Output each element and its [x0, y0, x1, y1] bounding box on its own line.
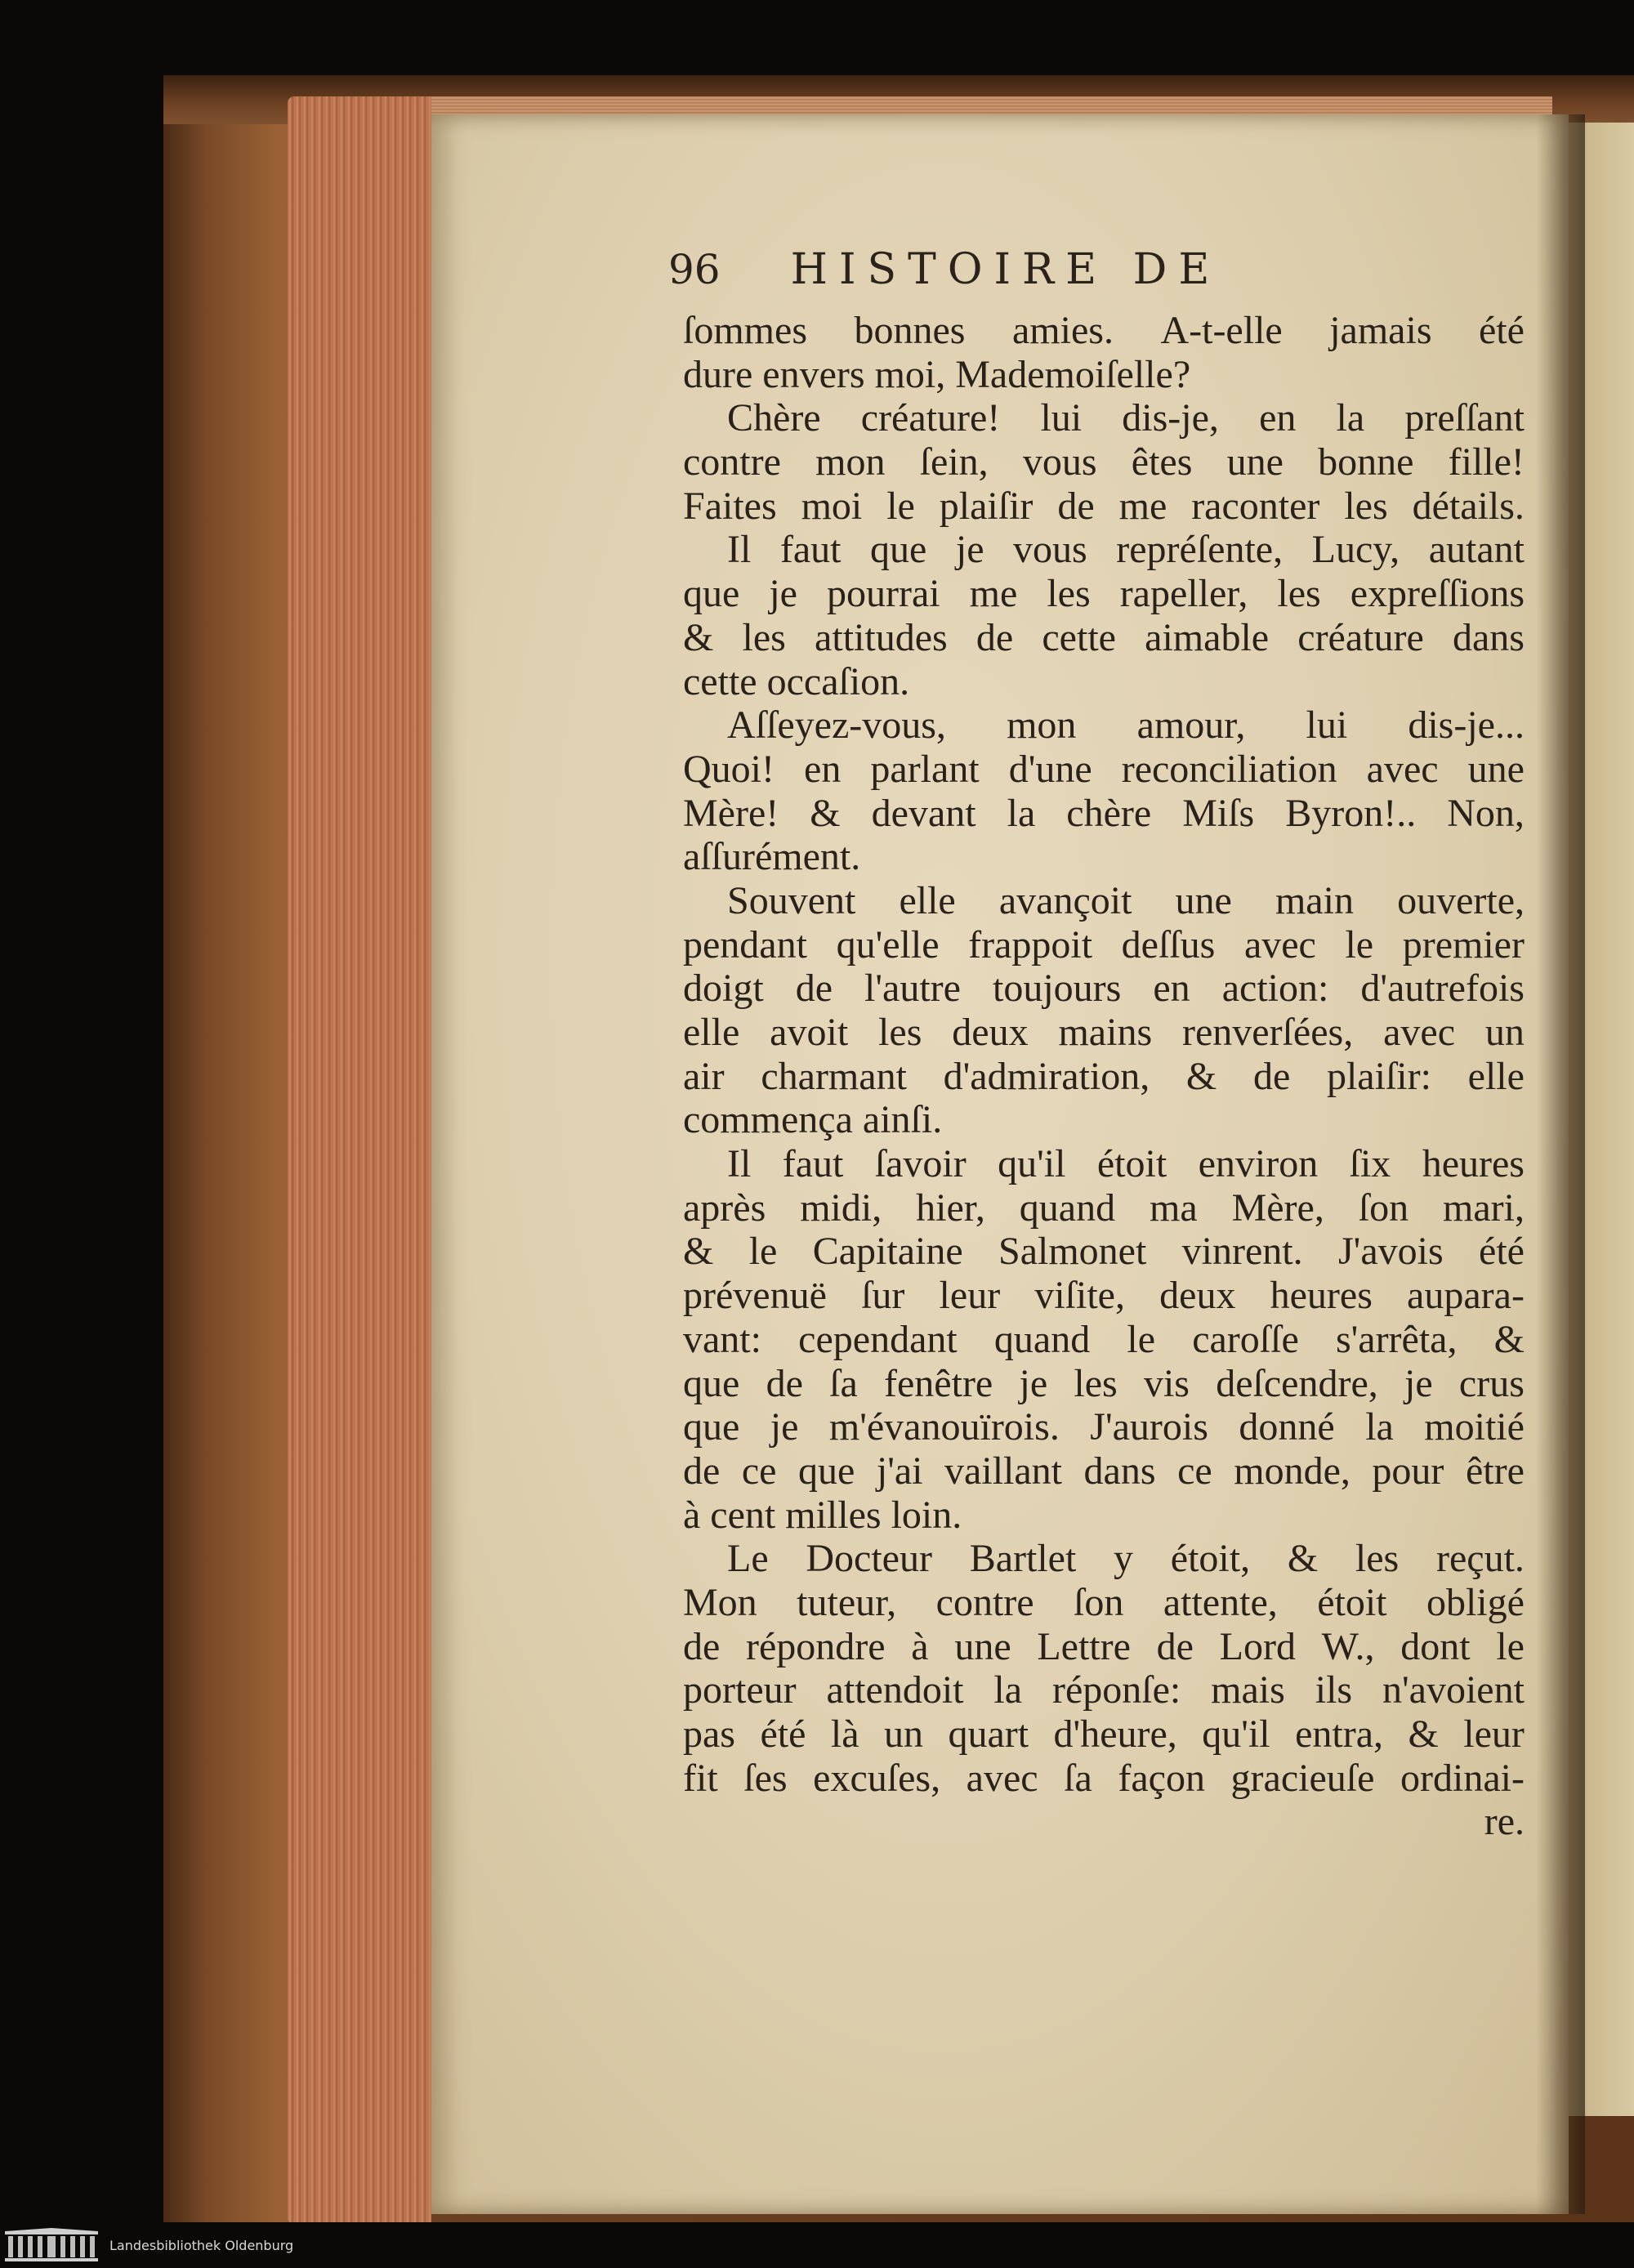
word: repréſente,: [1116, 528, 1284, 572]
word: me: [969, 572, 1018, 616]
word: une: [1467, 747, 1525, 791]
word: J'aurois: [1090, 1405, 1208, 1449]
word: que: [870, 528, 927, 572]
word: l'autre: [864, 967, 961, 1011]
text-line: dure envers moi, Mademoiſelle?: [683, 352, 1191, 396]
word: parlant: [870, 747, 980, 791]
word: quart: [948, 1712, 1029, 1756]
text-line: [683, 748, 1525, 792]
word: avec: [966, 1756, 1038, 1800]
page-number: 96: [668, 246, 721, 293]
word: les: [742, 615, 786, 659]
word: d'une: [1008, 747, 1092, 791]
word: doigt: [683, 967, 764, 1011]
word: être: [1465, 1449, 1525, 1493]
word: lui: [1306, 703, 1348, 748]
word: attitudes: [815, 615, 948, 659]
word: fenêtre: [884, 1361, 993, 1405]
word: reconciliation: [1121, 747, 1337, 791]
text-line: [683, 1142, 1525, 1186]
word: Non,: [1447, 791, 1525, 835]
word: la: [993, 1668, 1023, 1712]
word: moitié: [1424, 1405, 1525, 1449]
word: gracieuſe: [1230, 1756, 1375, 1800]
word: quand: [1019, 1185, 1116, 1230]
word: dont: [1400, 1624, 1471, 1668]
word: W.,: [1321, 1624, 1375, 1668]
word: détails.: [1412, 484, 1525, 528]
word: tuteur,: [797, 1580, 897, 1624]
word: les: [878, 1011, 922, 1054]
text-line: [683, 1405, 1525, 1449]
word: m'évanouïrois.: [828, 1405, 1060, 1449]
word: A-t-elle: [1160, 309, 1283, 352]
word: dans: [1452, 615, 1525, 659]
word: amies.: [1011, 309, 1114, 352]
word: midi,: [800, 1185, 882, 1230]
word: avec: [1366, 747, 1439, 791]
word: étoit,: [1170, 1537, 1251, 1581]
word: heures: [1422, 1142, 1525, 1186]
word: été: [1479, 309, 1525, 352]
word: lui: [1040, 396, 1083, 440]
word: plaiſir: [939, 484, 1034, 528]
word: avec: [1243, 922, 1316, 967]
word: vous: [1022, 440, 1097, 484]
word: le: [1496, 1624, 1525, 1668]
word: la: [1365, 1405, 1394, 1449]
word: ouverte,: [1397, 878, 1525, 922]
library-building-icon: [3, 2228, 100, 2262]
word: crus: [1458, 1361, 1525, 1405]
word: ſon: [1074, 1580, 1124, 1624]
word: en: [804, 747, 842, 791]
word: toujours: [993, 967, 1122, 1011]
text-line: [683, 440, 1525, 484]
text-line: [683, 923, 1525, 967]
text-line: [683, 528, 1525, 572]
library-name: Landesbibliothek Oldenburg: [109, 2237, 294, 2253]
word: attente,: [1163, 1580, 1278, 1624]
word: dis-je...: [1408, 703, 1525, 748]
word: mari,: [1443, 1185, 1525, 1230]
word: de: [683, 1624, 721, 1668]
word: créature: [1297, 615, 1424, 659]
word: de: [1156, 1624, 1194, 1668]
word: je: [1019, 1361, 1048, 1405]
word: d'heure,: [1053, 1712, 1177, 1756]
word: de: [1057, 484, 1095, 528]
word: avançoit: [998, 878, 1132, 922]
word: prévenuë: [683, 1274, 827, 1318]
word: expreſſions: [1350, 572, 1525, 616]
word: premier: [1402, 922, 1525, 967]
word: J'avois: [1338, 1230, 1444, 1274]
word: amour,: [1136, 703, 1246, 748]
word: la: [1007, 791, 1036, 835]
word: une: [954, 1624, 1011, 1668]
word: Capitaine: [812, 1230, 963, 1274]
word: Salmonet: [998, 1230, 1147, 1274]
word: un: [883, 1712, 923, 1756]
word: leur: [1463, 1712, 1525, 1756]
word: autant: [1428, 528, 1525, 572]
text-line: [683, 1230, 1525, 1274]
word: de: [795, 967, 833, 1011]
word: aimable: [1145, 615, 1270, 659]
word: à: [911, 1624, 929, 1668]
word: dis-je,: [1122, 396, 1219, 440]
word: été: [760, 1712, 806, 1756]
word: plaiſir:: [1326, 1054, 1431, 1098]
text-line: [683, 1274, 1525, 1318]
word: bonnes: [854, 309, 966, 352]
word: en: [1259, 396, 1297, 440]
word: je: [769, 572, 797, 616]
text-line: [683, 309, 1525, 353]
word: dans: [1083, 1449, 1156, 1493]
word: d'admiration,: [943, 1054, 1150, 1098]
word: attendoit: [826, 1668, 964, 1712]
text-line: [683, 1362, 1525, 1406]
word: air: [683, 1054, 725, 1098]
word: ma: [1150, 1185, 1198, 1230]
word: charmant: [761, 1054, 907, 1098]
word: ſommes: [683, 309, 807, 352]
text-line: aſſurément.: [683, 835, 861, 879]
word: pour: [1372, 1449, 1444, 1493]
word: elle: [899, 878, 956, 922]
word: chère: [1066, 791, 1152, 835]
word: en: [1153, 967, 1190, 1011]
word: Lettre: [1037, 1624, 1131, 1668]
word: ſa: [829, 1361, 858, 1405]
text-line: [683, 572, 1525, 616]
word: fille!: [1448, 440, 1525, 484]
word: ſavoir: [874, 1142, 967, 1186]
word: le: [1127, 1317, 1156, 1361]
word: étoit: [1317, 1580, 1387, 1624]
text-line: [683, 1449, 1525, 1493]
word: ſa: [1064, 1756, 1092, 1800]
word: une: [1175, 878, 1232, 922]
text-line: [683, 396, 1525, 440]
word: réponſe:: [1051, 1668, 1181, 1712]
word: Lord: [1219, 1624, 1296, 1668]
word: après: [683, 1185, 766, 1230]
word: aupara-: [1407, 1274, 1525, 1318]
text-line: commença ainſi.: [683, 1098, 943, 1142]
page-edges: [288, 96, 431, 2224]
text-line: [683, 879, 1525, 923]
word: vis: [1143, 1361, 1190, 1405]
word: ils: [1315, 1668, 1353, 1712]
word: &: [810, 791, 841, 835]
word: je: [770, 1405, 799, 1449]
word: cette: [1042, 615, 1116, 659]
word: deux: [1159, 1274, 1236, 1318]
word: je: [1404, 1361, 1433, 1405]
word: été: [1479, 1230, 1525, 1274]
word: ordinai-: [1400, 1756, 1525, 1800]
word: frappoit: [968, 922, 1093, 967]
word: raconter: [1191, 484, 1320, 528]
word: deſſus: [1121, 922, 1216, 967]
word: Il: [727, 1142, 752, 1186]
word: Miſs: [1182, 791, 1255, 835]
word: que: [798, 1449, 855, 1493]
word: obligé: [1426, 1580, 1525, 1624]
word: bonne: [1318, 440, 1414, 484]
word: faut: [779, 528, 842, 572]
word: façon: [1118, 1756, 1205, 1800]
word: créature!: [860, 396, 1001, 440]
word: mains: [1058, 1011, 1153, 1054]
word: j'ai: [876, 1449, 923, 1493]
word: devant: [871, 791, 976, 835]
word: elle: [1467, 1054, 1525, 1098]
word: vant:: [683, 1317, 761, 1361]
word: pas: [683, 1712, 735, 1756]
word: deux: [952, 1011, 1029, 1054]
word: faut: [782, 1142, 844, 1186]
word: une: [1226, 440, 1284, 484]
word: rapeller,: [1119, 572, 1248, 616]
page-gutter: [1536, 114, 1585, 2214]
word: contre: [935, 1580, 1034, 1624]
word: vaillant: [944, 1449, 1062, 1493]
word: viſite,: [1034, 1274, 1125, 1318]
word: Souvent: [727, 878, 856, 922]
word: Bartlet: [969, 1537, 1077, 1581]
word: de: [1252, 1054, 1291, 1098]
word: les: [1047, 572, 1091, 616]
word: qu'il: [1202, 1712, 1270, 1756]
running-title: HISTOIRE DE: [790, 245, 1221, 294]
word: étoit: [1096, 1142, 1167, 1186]
word: êtes: [1131, 440, 1193, 484]
word: Lucy,: [1311, 528, 1400, 572]
word: reçut.: [1435, 1537, 1525, 1581]
body-text: [683, 309, 1525, 1844]
text-line: [683, 1625, 1525, 1669]
word: main: [1275, 878, 1354, 922]
footer-bar: [0, 2222, 1634, 2268]
word: deſcendre,: [1216, 1361, 1378, 1405]
word: preſſant: [1404, 396, 1525, 440]
word: jamais: [1329, 309, 1432, 352]
word: Faites: [683, 484, 777, 528]
word: de: [975, 615, 1014, 659]
word: ſur: [861, 1274, 905, 1318]
word: Mère,: [1231, 1185, 1324, 1230]
word: un: [1484, 1011, 1525, 1054]
word: le: [1345, 922, 1374, 967]
word: mais: [1211, 1668, 1285, 1712]
word: n'avoient: [1382, 1668, 1525, 1712]
word: &: [1185, 1054, 1217, 1098]
word: vous: [1013, 528, 1087, 572]
word: caroſſe: [1192, 1317, 1299, 1361]
word: Docteur: [806, 1537, 932, 1581]
word: &: [683, 1230, 714, 1274]
word: d'autrefois: [1360, 967, 1525, 1011]
text-line: [683, 1186, 1525, 1230]
word: &: [1408, 1712, 1439, 1756]
word: quand: [993, 1317, 1091, 1361]
text-line: [683, 1712, 1525, 1757]
text-line: re.: [1484, 1800, 1525, 1844]
text-line: [683, 1011, 1525, 1055]
word: ſes: [743, 1756, 788, 1800]
word: Mère!: [683, 791, 779, 835]
word: monde,: [1234, 1449, 1351, 1493]
page-header: [668, 245, 1534, 294]
word: &: [1287, 1537, 1319, 1581]
word: moi: [801, 484, 863, 528]
word: le: [748, 1230, 778, 1274]
word: les: [1344, 484, 1388, 528]
word: ſix: [1349, 1142, 1391, 1186]
word: action:: [1221, 967, 1329, 1011]
word: heures: [1270, 1274, 1373, 1318]
word: de: [766, 1361, 803, 1405]
word: Il: [727, 528, 752, 572]
word: renverſées,: [1182, 1011, 1354, 1054]
text-line: [683, 1537, 1525, 1581]
word: environ: [1198, 1142, 1319, 1186]
word: que: [683, 1361, 740, 1405]
word: répondre: [746, 1624, 886, 1668]
word: &: [1493, 1317, 1525, 1361]
word: vinrent.: [1181, 1230, 1303, 1274]
word: Aſſeyez-vous,: [727, 703, 946, 748]
word: ſein,: [919, 440, 989, 484]
word: ce: [1177, 1449, 1212, 1493]
word: mon: [815, 440, 886, 484]
word: contre: [683, 440, 781, 484]
word: entra,: [1295, 1712, 1383, 1756]
text-line: [683, 703, 1525, 748]
word: pendant: [683, 922, 807, 967]
text-line: [683, 1055, 1525, 1099]
text-line: [683, 616, 1525, 660]
word: que: [683, 1405, 740, 1449]
word: ſon: [1358, 1185, 1409, 1230]
word: les: [1277, 572, 1321, 616]
word: avoit: [770, 1011, 849, 1054]
text-line: cette occaſion.: [683, 659, 910, 703]
word: qu'elle: [836, 922, 940, 967]
word: Chère: [727, 396, 821, 440]
word: elle: [683, 1011, 740, 1054]
word: mon: [1007, 703, 1077, 748]
word: la: [1336, 396, 1365, 440]
word: les: [1074, 1361, 1118, 1405]
text-line: [683, 1668, 1525, 1712]
word: &: [683, 615, 714, 659]
word: les: [1355, 1537, 1400, 1581]
word: hier,: [916, 1185, 985, 1230]
text-line: [683, 792, 1525, 836]
text-line: [683, 484, 1525, 529]
word: fit: [683, 1756, 718, 1800]
word: y: [1114, 1537, 1134, 1581]
word: le: [886, 484, 915, 528]
word: donné: [1239, 1405, 1335, 1449]
word: qu'il: [998, 1142, 1066, 1186]
word: Le: [727, 1537, 769, 1581]
word: que: [683, 572, 740, 616]
word: me: [1118, 484, 1167, 528]
word: Quoi!: [683, 747, 775, 791]
text-line: à cent milles loin.: [683, 1493, 962, 1537]
text-line: [683, 1757, 1525, 1801]
word: porteur: [683, 1668, 797, 1712]
word: là: [830, 1712, 859, 1756]
word: leur: [939, 1274, 1001, 1318]
word: Byron!..: [1285, 791, 1417, 835]
word: de: [683, 1449, 721, 1493]
word: s'arrêta,: [1335, 1317, 1458, 1361]
text-line: [683, 1318, 1525, 1362]
text-line: [683, 967, 1525, 1011]
word: pourrai: [827, 572, 940, 616]
word: excuſes,: [813, 1756, 941, 1800]
word: cependant: [798, 1317, 958, 1361]
word: Mon: [683, 1580, 757, 1624]
word: ce: [741, 1449, 777, 1493]
word: je: [955, 528, 984, 572]
word: avec: [1383, 1011, 1456, 1054]
text-line: [683, 1581, 1525, 1625]
